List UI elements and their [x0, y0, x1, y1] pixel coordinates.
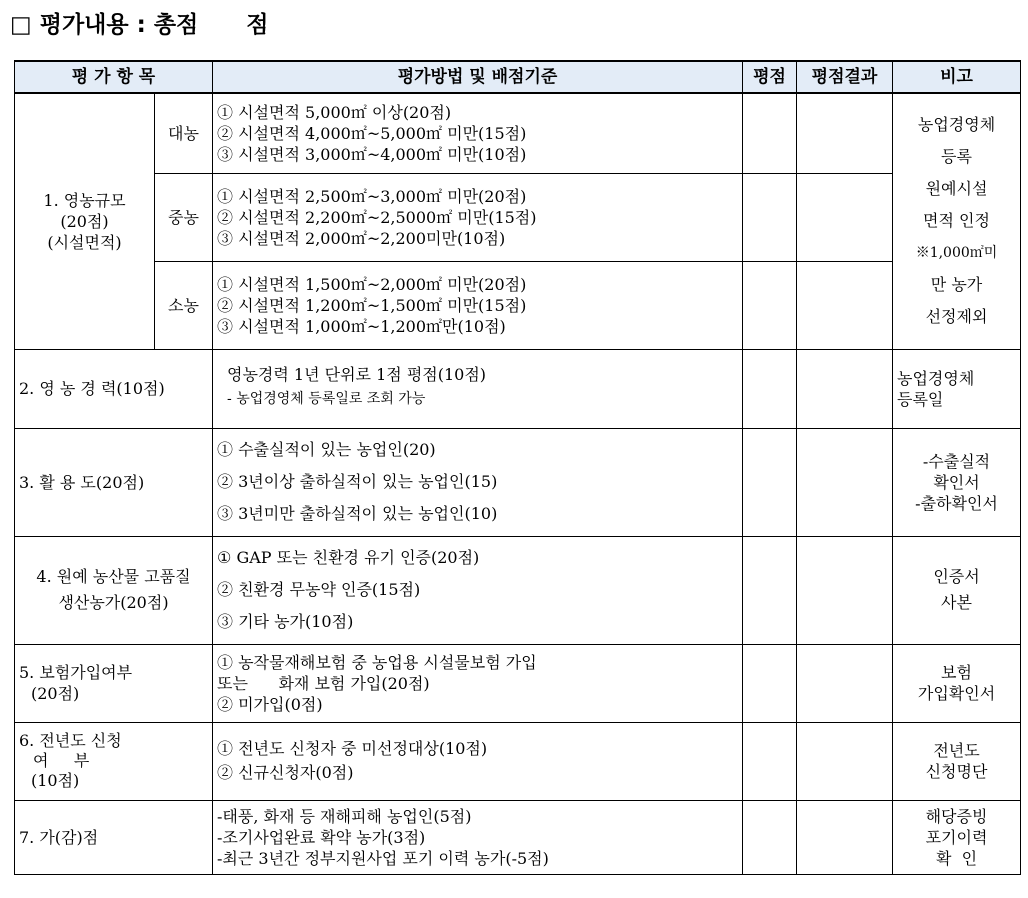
section-title: □ 평가내용 : 총점 점 — [10, 12, 269, 38]
table-row — [15, 644, 1021, 722]
score-cell — [743, 349, 797, 428]
item-line: (시설면적) — [47, 232, 122, 252]
criteria-line: -태풍, 화재 등 재해피해 농업인(5점) — [217, 806, 472, 826]
item-cell: 3. 활 용 도(20점) — [15, 428, 213, 536]
remark-line: 포기이력 — [925, 827, 988, 847]
item-line: 4. 원예 농산물 고품질 — [36, 567, 191, 586]
item-line: 5. 보험가입여부 — [19, 663, 133, 682]
result-cell — [797, 644, 893, 722]
score-cell — [743, 800, 797, 874]
remark-line: 농업경영체 — [897, 368, 975, 388]
item-line: 여 부 — [33, 751, 90, 770]
item-line: 6. 전년도 신청 — [19, 731, 122, 750]
remark-line: 전년도 — [933, 741, 980, 760]
criteria-cell — [213, 536, 743, 644]
remark-cell — [893, 428, 1021, 536]
remark-line: 해당증빙 — [925, 806, 988, 826]
criteria-line: ① 시설면적 5,000㎡ 이상(20점) — [217, 102, 452, 122]
sub-label: 중농 — [155, 173, 213, 261]
item-line: 1. 영농규모 — [43, 190, 126, 210]
item-cell: 7. 가(감)점 — [15, 800, 213, 874]
score-cell — [743, 722, 797, 800]
header-result: 평점결과 — [797, 61, 893, 93]
criteria-line: ② 시설면적 1,200㎡~1,500㎡ 미만(15점) — [217, 295, 527, 315]
item-cell: 2. 영 농 경 력(10점) — [15, 349, 213, 428]
criteria-line: ② 신규신청자(0점) — [217, 763, 354, 782]
item-cell — [15, 722, 213, 800]
score-cell — [743, 173, 797, 261]
remark-line: 원예시설 — [925, 179, 988, 199]
criteria-cell — [213, 261, 743, 349]
result-cell — [797, 93, 893, 173]
item-line: (20점) — [31, 684, 80, 703]
criteria-cell — [213, 93, 743, 173]
evaluation-table — [14, 60, 1021, 875]
table-row — [15, 536, 1021, 644]
criteria-line: ③ 시설면적 3,000㎡~4,000㎡ 미만(10점) — [217, 144, 527, 164]
criteria-cell — [213, 173, 743, 261]
score-cell — [743, 261, 797, 349]
remark-cell — [893, 536, 1021, 644]
remark-cell — [893, 800, 1021, 874]
remark-line: 가입확인서 — [917, 684, 996, 703]
header-score: 평점 — [743, 61, 797, 93]
header-item: 평 가 항 목 — [15, 61, 213, 93]
item-line: (10점) — [31, 771, 80, 790]
score-cell — [743, 428, 797, 536]
criteria-line: ① 전년도 신청자 중 미선정대상(10점) — [217, 739, 488, 758]
score-cell — [743, 644, 797, 722]
item-line: (20점) — [60, 211, 109, 231]
criteria-line: ② 시설면적 4,000㎡~5,000㎡ 미만(15점) — [217, 123, 527, 143]
criteria-cell — [213, 800, 743, 874]
result-cell — [797, 349, 893, 428]
criteria-line: 또는 화재 보험 가입(20점) — [217, 673, 430, 693]
result-cell — [797, 536, 893, 644]
remark-line: 면적 인정 — [923, 211, 990, 231]
criteria-line: ① 농작물재해보험 중 농업용 시설물보험 가입 — [217, 652, 537, 672]
criteria-line: ② 시설면적 2,200㎡~2,5000㎡ 미만(15점) — [217, 207, 537, 227]
result-cell — [797, 261, 893, 349]
header-method: 평가방법 및 배점기준 — [213, 61, 743, 93]
header-remark: 비고 — [893, 61, 1021, 93]
score-cell — [743, 93, 797, 173]
criteria-line: ① 시설면적 2,500㎡~3,000㎡ 미만(20점) — [217, 186, 527, 206]
criteria-cell — [213, 644, 743, 722]
result-cell — [797, 428, 893, 536]
table-row — [15, 261, 1021, 349]
remark-line: 선정제외 — [925, 307, 988, 327]
result-cell — [797, 722, 893, 800]
criteria-cell — [213, 428, 743, 536]
item-line: 생산농가(20점) — [58, 593, 169, 612]
remark-line: -출하확인서 — [915, 493, 998, 513]
table-row — [15, 722, 1021, 800]
remark-line: ※1,000㎡미 — [915, 245, 998, 262]
remark-cell — [893, 93, 1021, 349]
criteria-cell — [213, 722, 743, 800]
remark-line: 확인서 — [933, 472, 980, 492]
criteria-line: - 농업경영체 등록일로 조회 가능 — [227, 391, 426, 407]
remark-cell — [893, 644, 1021, 722]
sub-label: 대농 — [155, 93, 213, 173]
item-cell — [15, 644, 213, 722]
remark-line: 등록일 — [897, 389, 944, 409]
criteria-line: -최근 3년간 정부지원사업 포기 이력 농가(-5점) — [217, 848, 549, 868]
criteria-line: ② 친환경 무농약 인증(15점) — [217, 580, 421, 599]
criteria-line: ③ 시설면적 1,000㎡~1,200㎡만(10점) — [217, 316, 506, 336]
remark-cell — [893, 722, 1021, 800]
sub-label: 소농 — [155, 261, 213, 349]
remark-line: 인증서 — [933, 567, 980, 586]
remark-line: 농업경영체 — [917, 115, 996, 135]
criteria-line: ③ 기타 농가(10점) — [217, 612, 354, 631]
table-row — [15, 349, 1021, 428]
criteria-line: 영농경력 1년 단위로 1점 평점(10점) — [227, 365, 487, 384]
remark-line: 확 인 — [935, 848, 978, 868]
remark-line: 신청명단 — [925, 762, 988, 781]
remark-cell — [893, 349, 1021, 428]
criteria-line: -조기사업완료 확약 농가(3점) — [217, 827, 426, 847]
table-row — [15, 93, 1021, 173]
item-cell — [15, 93, 155, 349]
criteria-line: ③ 3년미만 출하실적이 있는 농업인(10) — [217, 504, 498, 523]
score-cell — [743, 536, 797, 644]
remark-line: 사본 — [941, 593, 972, 612]
criteria-cell — [213, 349, 743, 428]
remark-line: 만 농가 — [930, 275, 983, 295]
item-cell — [15, 536, 213, 644]
criteria-line: ② 미가입(0점) — [217, 694, 323, 714]
table-row — [15, 428, 1021, 536]
criteria-line: ② 3년이상 출하실적이 있는 농업인(15) — [217, 472, 498, 491]
remark-line: 보험 — [941, 663, 972, 682]
table-row — [15, 800, 1021, 874]
criteria-line: ③ 시설면적 2,000㎡~2,200미만(10점) — [217, 228, 506, 248]
header-row — [15, 61, 1021, 93]
criteria-line: ① 시설면적 1,500㎡~2,000㎡ 미만(20점) — [217, 274, 527, 294]
result-cell — [797, 173, 893, 261]
result-cell — [797, 800, 893, 874]
table-row — [15, 173, 1021, 261]
remark-line: 등록 — [941, 147, 972, 167]
remark-line: -수출실적 — [922, 451, 991, 471]
criteria-line: ① 수출실적이 있는 농업인(20) — [217, 440, 436, 459]
criteria-line: ① GAP 또는 친환경 유기 인증(20점) — [217, 548, 480, 567]
